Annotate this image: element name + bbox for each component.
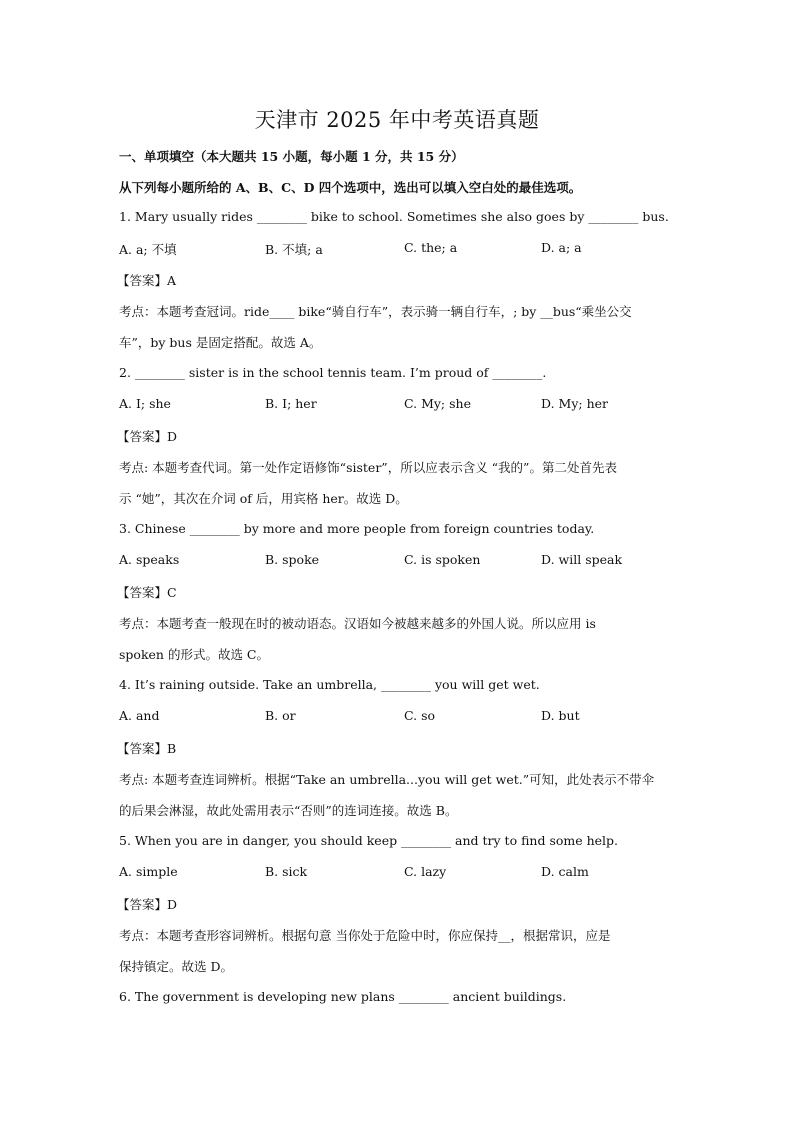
question-3-option-d: D. will speak [541, 552, 623, 567]
question-2-option-d: D. My; her [541, 396, 608, 411]
question-5-answer: 【答案】D [117, 897, 178, 912]
question-4-option-b: B. or [265, 708, 296, 723]
question-1-option-c: C. the; a [404, 240, 458, 255]
question-4-option-c: C. so [404, 708, 436, 723]
question-2-option-c: C. My; she [404, 396, 471, 411]
question-5-stem: 5. When you are in danger, you should keep ________ and try to find some help. [119, 833, 619, 848]
question-3-analysis-line-1: 考点：本题考查一般现在时的被动语态。汉语如今被越来越多的外国人说。所以应用 is [119, 616, 596, 631]
question-6-stem: 6. The government is developing new plans ________ ancient buildings. [119, 989, 567, 1004]
section-heading: 一、单项填空（本大题共 15 小题，每小题 1 分，共 15 分） [119, 149, 464, 164]
question-4-stem: 4. It’s raining outside. Take an umbrella, ________ you will get wet. [119, 677, 540, 692]
question-2-analysis-line-2: 示 “她”，其次在介词 of 后，用宾格 her。故选 D。 [119, 491, 408, 506]
question-3-answer: 【答案】C [117, 585, 177, 600]
question-1-answer: 【答案】A [117, 273, 177, 288]
question-2-option-a: A. I; she [119, 396, 171, 411]
question-4-option-d: D. but [541, 708, 580, 723]
question-1-option-d: D. a; a [541, 240, 582, 255]
question-2-answer: 【答案】D [117, 429, 178, 444]
question-1-option-a: A. a; 不填 [119, 242, 177, 257]
question-2-option-b: B. I; her [265, 396, 317, 411]
question-1-analysis-line-1: 考点：本题考查冠词。ride____ bike“骑自行车”，表示骑一辆自行车，; by __bus“乘坐公交 [119, 304, 632, 319]
question-4-answer: 【答案】B [117, 741, 177, 756]
question-3-option-b: B. spoke [265, 552, 320, 567]
question-3-stem: 3. Chinese ________ by more and more people from foreign countries today. [119, 521, 595, 536]
question-5-analysis-line-1: 考点：本题考查形容词辨析。根据句意 当你处于危险中时，你应保持__，根据常识，应是 [119, 928, 611, 943]
question-5-option-b: B. sick [265, 864, 308, 879]
question-3-option-c: C. is spoken [404, 552, 481, 567]
question-1-option-b: B. 不填; a [265, 242, 323, 257]
question-5-analysis-line-2: 保持镇定。故选 D。 [119, 959, 233, 974]
page-title: 天津市 2025 年中考英语真题 [254, 108, 540, 132]
question-5-option-a: A. simple [119, 864, 178, 879]
instruction-text: 从下列每小题所给的 A、B、C、D 四个选项中，选出可以填入空白处的最佳选项。 [119, 180, 582, 195]
question-2-stem: 2. ________ sister is in the school tennis team. I’m proud of ________. [119, 365, 547, 380]
question-1-stem: 1. Mary usually rides ________ bike to school. Sometimes she also goes by ________ bus. [119, 209, 669, 224]
question-5-option-c: C. lazy [404, 864, 447, 879]
question-1-analysis-line-2: 车”，by bus 是固定搭配。故选 A。 [119, 335, 322, 350]
question-3-option-a: A. speaks [119, 552, 180, 567]
question-4-analysis-line-1: 考点: 本题考查连词辨析。根据“Take an umbrella...you will get wet.”可知，此处表示不带伞 [119, 772, 655, 787]
question-2-analysis-line-1: 考点: 本题考查代词。第一处作定语修饰“sister”，所以应表示含义 “我的”。第二处首先表 [119, 460, 617, 475]
question-4-option-a: A. and [119, 708, 160, 723]
question-3-analysis-line-2: spoken 的形式。故选 C。 [119, 647, 269, 662]
question-4-analysis-line-2: 的后果会淋湿，故此处需用表示“否则”的连词连接。故选 B。 [119, 803, 458, 818]
question-5-option-d: D. calm [541, 864, 589, 879]
